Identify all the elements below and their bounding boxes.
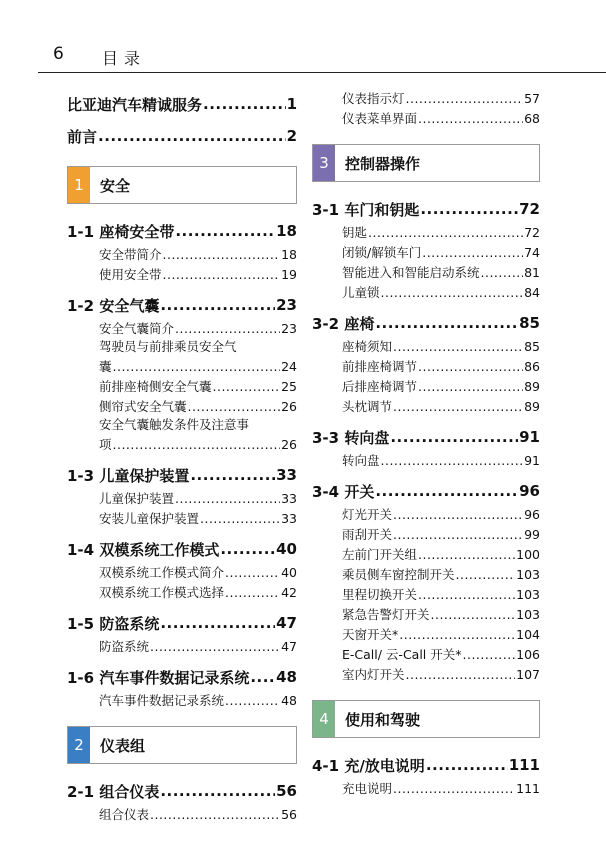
chapter-number: 4 [313, 701, 335, 737]
chapter-number: 3 [313, 145, 335, 181]
chapter-title: 仪表组 [100, 736, 146, 755]
toc-item[interactable]: 紧急告警灯开关 ..... 103 [312, 604, 540, 624]
toc-item[interactable]: 安全带简介 ..... 18 [67, 244, 297, 264]
toc-item[interactable]: 双模系统工作模式选择 ..... 42 [67, 582, 297, 602]
page-number: 6 [53, 44, 64, 64]
section-3-3[interactable]: 3-3 转向盘 ..... 91 [312, 424, 540, 450]
chapter-band-2[interactable] [67, 726, 297, 764]
toc-item[interactable]: 防盗系统 ..... 47 [67, 636, 297, 656]
chapter-number: 2 [68, 727, 90, 763]
toc-item[interactable]: 儿童保护装置 ..... 33 [67, 488, 297, 508]
toc-item[interactable]: 充电说明 ..... 111 [312, 778, 540, 798]
toc-item[interactable]: 项 ..... 26 [67, 434, 297, 454]
section-4-1[interactable]: 4-1 充/放电说明 ..... 111 [312, 752, 540, 778]
section-1-4[interactable]: 1-4 双模系统工作模式 ..... 40 [67, 536, 297, 562]
toc-item[interactable]: 使用安全带 ..... 19 [67, 264, 297, 284]
chapter-number: 1 [68, 167, 90, 203]
toc-item[interactable]: 前排座椅侧安全气囊 ..... 25 [67, 376, 297, 396]
toc-item[interactable]: 儿童锁 ..... 84 [312, 282, 540, 302]
toc-item[interactable]: 头枕调节 ..... 89 [312, 396, 540, 416]
toc-item[interactable]: 双模系统工作模式简介 ..... 40 [67, 562, 297, 582]
section-1-5[interactable]: 1-5 防盗系统 ..... 47 [67, 610, 297, 636]
chapter-band-1[interactable] [67, 166, 297, 204]
toc-entry[interactable]: 比亚迪汽车精诚服务 ..... 1 [67, 88, 297, 120]
toc-item[interactable]: 组合仪表 ..... 56 [67, 804, 297, 824]
toc-item[interactable]: 钥匙 ..... 72 [312, 222, 540, 242]
toc-item[interactable]: 左前门开关组 ..... 100 [312, 544, 540, 564]
toc-entry[interactable]: 前言 ..... 2 [67, 120, 297, 152]
toc-item[interactable]: 乘员侧车窗控制开关 ..... 103 [312, 564, 540, 584]
toc-item[interactable]: 安装儿童保护装置 ..... 33 [67, 508, 297, 528]
toc-item[interactable]: 灯光开关 ..... 96 [312, 504, 540, 524]
section-1-1[interactable]: 1-1 座椅安全带 ..... 18 [67, 218, 297, 244]
toc-item[interactable]: 智能进入和智能启动系统 ..... 81 [312, 262, 540, 282]
section-1-2[interactable]: 1-2 安全气囊 ..... 23 [67, 292, 297, 318]
chapter-band-3[interactable] [312, 144, 540, 182]
section-1-3[interactable]: 1-3 儿童保护装置 ..... 33 [67, 462, 297, 488]
section-1-6[interactable]: 1-6 汽车事件数据记录系统 ..... 48 [67, 664, 297, 690]
toc-item[interactable]: 后排座椅调节 ..... 89 [312, 376, 540, 396]
toc-item[interactable]: 汽车事件数据记录系统 ..... 48 [67, 690, 297, 710]
toc-item[interactable]: 室内灯开关 ..... 107 [312, 664, 540, 684]
toc-item[interactable]: 囊 ..... 24 [67, 356, 297, 376]
toc-item[interactable]: 里程切换开关 ..... 103 [312, 584, 540, 604]
toc-item[interactable]: 天窗开关* ..... 104 [312, 624, 540, 644]
toc-item[interactable]: 闭锁/解锁车门 ..... 74 [312, 242, 540, 262]
toc-item[interactable]: 座椅须知 ..... 85 [312, 336, 540, 356]
toc-item[interactable]: 安全气囊简介 ..... 23 [67, 318, 297, 338]
toc-item[interactable]: E-Call/ 云-Call 开关* ..... 106 [312, 644, 540, 664]
toc-right-column [312, 88, 540, 798]
toc-left-column [67, 88, 297, 824]
toc-item[interactable]: 前排座椅调节 ..... 86 [312, 356, 540, 376]
section-3-1[interactable]: 3-1 车门和钥匙 ..... 72 [312, 196, 540, 222]
toc-item[interactable]: 雨刮开关 ..... 99 [312, 524, 540, 544]
chapter-title: 安全 [100, 176, 131, 195]
chapter-band-4[interactable] [312, 700, 540, 738]
toc-item[interactable]: 转向盘 ..... 91 [312, 450, 540, 470]
chapter-title: 使用和驾驶 [345, 710, 421, 729]
page-title: 目录 [102, 49, 147, 68]
header-rule [38, 72, 606, 73]
section-3-4[interactable]: 3-4 开关 ..... 96 [312, 478, 540, 504]
toc-item-line1[interactable]: 驾驶员与前排乘员安全气 [99, 339, 237, 354]
toc-item[interactable]: 仪表指示灯 ..... 57 [312, 88, 540, 108]
section-3-2[interactable]: 3-2 座椅 ..... 85 [312, 310, 540, 336]
toc-item[interactable]: 仪表菜单界面 ..... 68 [312, 108, 540, 128]
toc-item-line1[interactable]: 安全气囊触发条件及注意事 [99, 417, 250, 432]
toc-item[interactable]: 侧帘式安全气囊 ..... 26 [67, 396, 297, 416]
section-2-1[interactable]: 2-1 组合仪表 ..... 56 [67, 778, 297, 804]
chapter-title: 控制器操作 [345, 154, 421, 173]
